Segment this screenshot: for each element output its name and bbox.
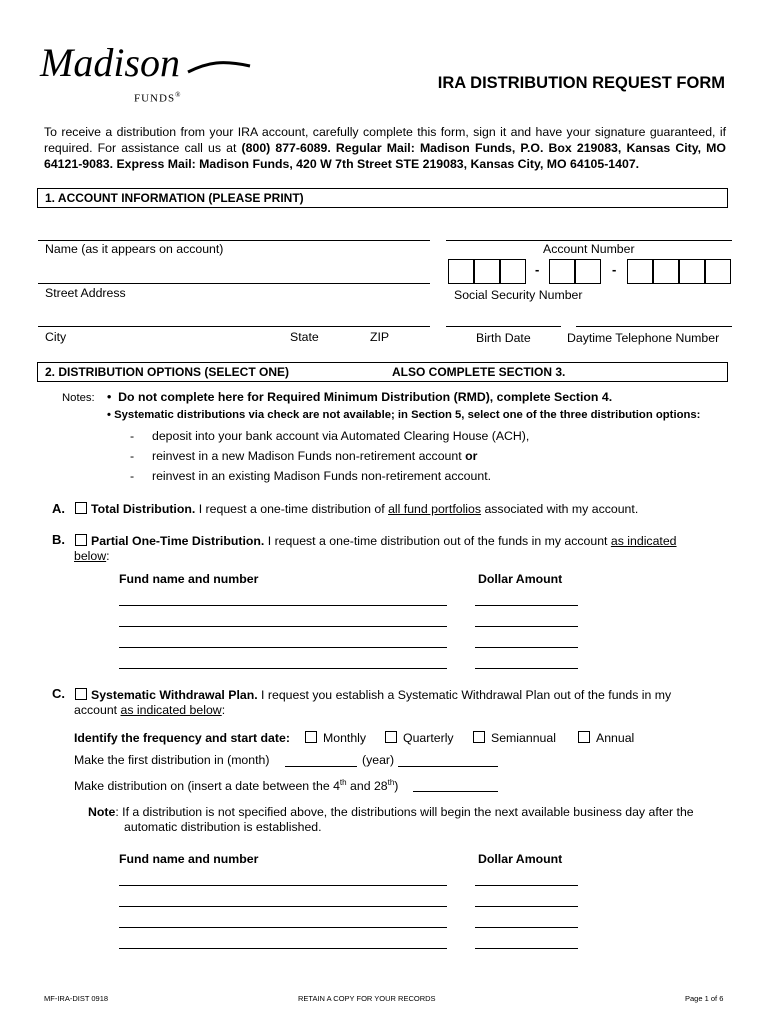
option-b-colon: : <box>106 549 110 563</box>
amount-line-c-3[interactable] <box>475 927 578 928</box>
note1-text: Do not complete here for Required Minimum Distribution (RMD), complete Section 4. <box>118 390 613 404</box>
fund-line-b-1[interactable] <box>119 605 447 606</box>
option-b-letter: B. <box>52 532 65 547</box>
option-c-text <box>91 688 671 702</box>
option-a-text <box>91 502 638 516</box>
total-distribution-checkbox[interactable] <box>75 502 87 514</box>
footer-page-number: Page 1 of 6 <box>685 994 724 1003</box>
fund-line-c-4[interactable] <box>119 948 447 949</box>
sup-th-1: th <box>339 778 347 787</box>
section1-heading: 1. ACCOUNT INFORMATION (PLEASE PRINT) <box>37 188 728 208</box>
ssn-box-6[interactable] <box>627 259 653 284</box>
logo-script-text: Madison <box>40 40 180 85</box>
phone-label: Daytime Telephone Number <box>567 331 720 345</box>
option-a-title: Total Distribution. <box>91 502 196 516</box>
fund-name-header-c: Fund name and number <box>119 852 259 866</box>
option-b-text-line2 <box>74 549 110 563</box>
name-field-line[interactable] <box>38 240 430 241</box>
close-paren: ) <box>394 779 399 794</box>
fund-line-b-3[interactable] <box>119 647 447 648</box>
name-label: Name (as it appears on account) <box>45 242 224 256</box>
footer-form-code: MF-IRA-DIST 0918 <box>44 994 109 1003</box>
bullet-1: • <box>107 390 112 404</box>
option-a-text2: associated with my account. <box>481 502 639 516</box>
amount-line-b-3[interactable] <box>475 647 578 648</box>
amount-line-c-2[interactable] <box>475 906 578 907</box>
note-label: Note <box>88 805 116 819</box>
street-field-line[interactable] <box>38 283 430 284</box>
option-new-account <box>152 449 477 463</box>
option-existing-account: reinvest in an existing Madison Funds non-retirement account. <box>152 469 492 483</box>
fund-line-c-2[interactable] <box>119 906 447 907</box>
ssn-box-7[interactable] <box>653 259 679 284</box>
option-ach: deposit into your bank account via Automated Clearing House (ACH), <box>152 429 530 443</box>
option-dash-1: - <box>130 429 135 443</box>
frequency-label: Identify the frequency and start date: <box>74 731 290 745</box>
intro-text: To receive a distribution from your IRA account, carefully complete this form, sign it and have your signature guaranteed, if required. For assistance call us at <box>44 125 726 155</box>
dollar-amount-header-b: Dollar Amount <box>478 572 563 586</box>
option-c-text-line2 <box>74 703 225 717</box>
ssn-label: Social Security Number <box>454 288 583 302</box>
option-b-underline2: below <box>74 549 107 563</box>
systematic-withdrawal-checkbox[interactable] <box>75 688 87 700</box>
make-distribution-label <box>74 778 398 793</box>
city-state-zip-line[interactable] <box>38 326 430 327</box>
option-b-underline1: as indicated <box>610 534 677 548</box>
note-line1 <box>88 805 694 819</box>
logo-swash <box>188 63 250 72</box>
amount-line-b-4[interactable] <box>475 668 578 669</box>
fund-line-c-1[interactable] <box>119 885 447 886</box>
option-dash-3: - <box>130 469 135 483</box>
ssn-box-2[interactable] <box>474 259 500 284</box>
first-distribution-month-line[interactable] <box>285 766 357 767</box>
first-distribution-label: Make the first distribution in (month) <box>74 753 270 767</box>
form-title: IRA DISTRIBUTION REQUEST FORM <box>437 74 725 92</box>
account-number-label: Account Number <box>543 242 635 256</box>
logo-funds-text: FUNDS <box>134 92 176 105</box>
amount-line-b-1[interactable] <box>475 605 578 606</box>
city-label: City <box>45 330 67 344</box>
bullet-2: • <box>107 409 111 421</box>
amount-line-c-1[interactable] <box>475 885 578 886</box>
distribution-day-line[interactable] <box>413 791 498 792</box>
monthly-label: Monthly <box>323 731 367 745</box>
madison-logo-script <box>38 32 253 92</box>
ssn-box-8[interactable] <box>679 259 705 284</box>
option-b-title: Partial One-Time Distribution. <box>91 534 265 548</box>
madison-funds-logo <box>38 32 253 107</box>
amount-line-b-2[interactable] <box>475 626 578 627</box>
annual-checkbox[interactable] <box>578 731 590 743</box>
option-c-title: Systematic Withdrawal Plan. <box>91 688 258 702</box>
first-distribution-year-line[interactable] <box>398 766 498 767</box>
logo-funds-label <box>134 91 181 105</box>
section2-heading <box>37 362 728 382</box>
fund-line-b-2[interactable] <box>119 626 447 627</box>
semiannual-checkbox[interactable] <box>473 731 485 743</box>
footer-retain-notice: RETAIN A COPY FOR YOUR RECORDS <box>298 994 436 1003</box>
amount-line-c-4[interactable] <box>475 948 578 949</box>
option-c-letter: C. <box>52 686 65 701</box>
notes-label: Notes: <box>62 392 95 404</box>
annual-label: Annual <box>596 731 635 745</box>
quarterly-checkbox[interactable] <box>385 731 397 743</box>
option-a-text1: I request a one-time distribution of <box>195 502 389 516</box>
fund-line-c-3[interactable] <box>119 927 447 928</box>
ssn-box-4[interactable] <box>549 259 575 284</box>
birth-date-line[interactable] <box>446 326 561 327</box>
ssn-dash-2: - <box>612 262 617 277</box>
dollar-amount-header-c: Dollar Amount <box>478 852 563 866</box>
semiannual-label: Semiannual <box>491 731 556 745</box>
ssn-box-3[interactable] <box>500 259 526 284</box>
option-c-text1: I request you establish a Systematic Withdrawal Plan out of the funds in my <box>257 688 672 702</box>
state-label: State <box>290 330 319 344</box>
option-b-text1: I request a one-time distribution out of the funds in my account <box>264 534 611 548</box>
and-28-text: and 28 <box>346 779 388 794</box>
note2 <box>107 409 700 421</box>
make-distribution-text: Make distribution on (insert a date between the 4 <box>74 779 340 794</box>
option-c-colon: : <box>221 703 226 717</box>
section2-heading-left: 2. DISTRIBUTION OPTIONS (SELECT ONE) <box>45 365 290 379</box>
birth-date-label: Birth Date <box>476 331 531 345</box>
option-c-text2: account <box>74 703 121 717</box>
option-dash-2: - <box>130 449 135 463</box>
note1 <box>107 390 612 404</box>
intro-mail-addresses: Regular Mail: Madison Funds, P.O. Box 219083, Kansas City, MO 64121-9083. Express Mail: Madison Funds, 420 W 7th Street STE 219083, Kansas City, MO 64105-1407. <box>44 141 726 171</box>
intro-phone: (800) 877-6089. <box>241 141 331 155</box>
option-new-account-text: reinvest in a new Madison Funds non-retirement account <box>152 449 466 463</box>
ssn-box-5[interactable] <box>575 259 601 284</box>
monthly-checkbox[interactable] <box>305 731 317 743</box>
logo-registered-mark: ® <box>175 91 182 99</box>
sup-th-2: th <box>387 778 395 787</box>
phone-line[interactable] <box>576 326 732 327</box>
intro-paragraph <box>44 124 726 172</box>
option-b-text <box>91 534 677 548</box>
option-a-letter: A. <box>52 501 65 516</box>
note2-text: Systematic distributions via check are not available; in Section 5, select one of the three distribution options: <box>114 409 701 421</box>
ssn-box-9[interactable] <box>705 259 731 284</box>
option-a-underline: all fund portfolios <box>388 502 482 516</box>
partial-distribution-checkbox[interactable] <box>75 534 87 546</box>
zip-label: ZIP <box>370 330 390 344</box>
street-label: Street Address <box>45 286 126 300</box>
option-or: or <box>465 449 478 463</box>
note-text1: : If a distribution is not specified above, the distributions will begin the next available business day after the <box>115 805 694 819</box>
account-number-top-line <box>446 240 732 241</box>
section2-heading-right: ALSO COMPLETE SECTION 3. <box>392 365 566 379</box>
fund-line-b-4[interactable] <box>119 668 447 669</box>
fund-name-header-b: Fund name and number <box>119 572 259 586</box>
year-label: (year) <box>362 753 395 767</box>
note-line2: automatic distribution is established. <box>124 820 322 834</box>
ssn-dash-1: - <box>535 262 540 277</box>
quarterly-label: Quarterly <box>403 731 454 745</box>
option-c-underline: as indicated below <box>120 703 222 717</box>
ssn-box-1[interactable] <box>448 259 474 284</box>
